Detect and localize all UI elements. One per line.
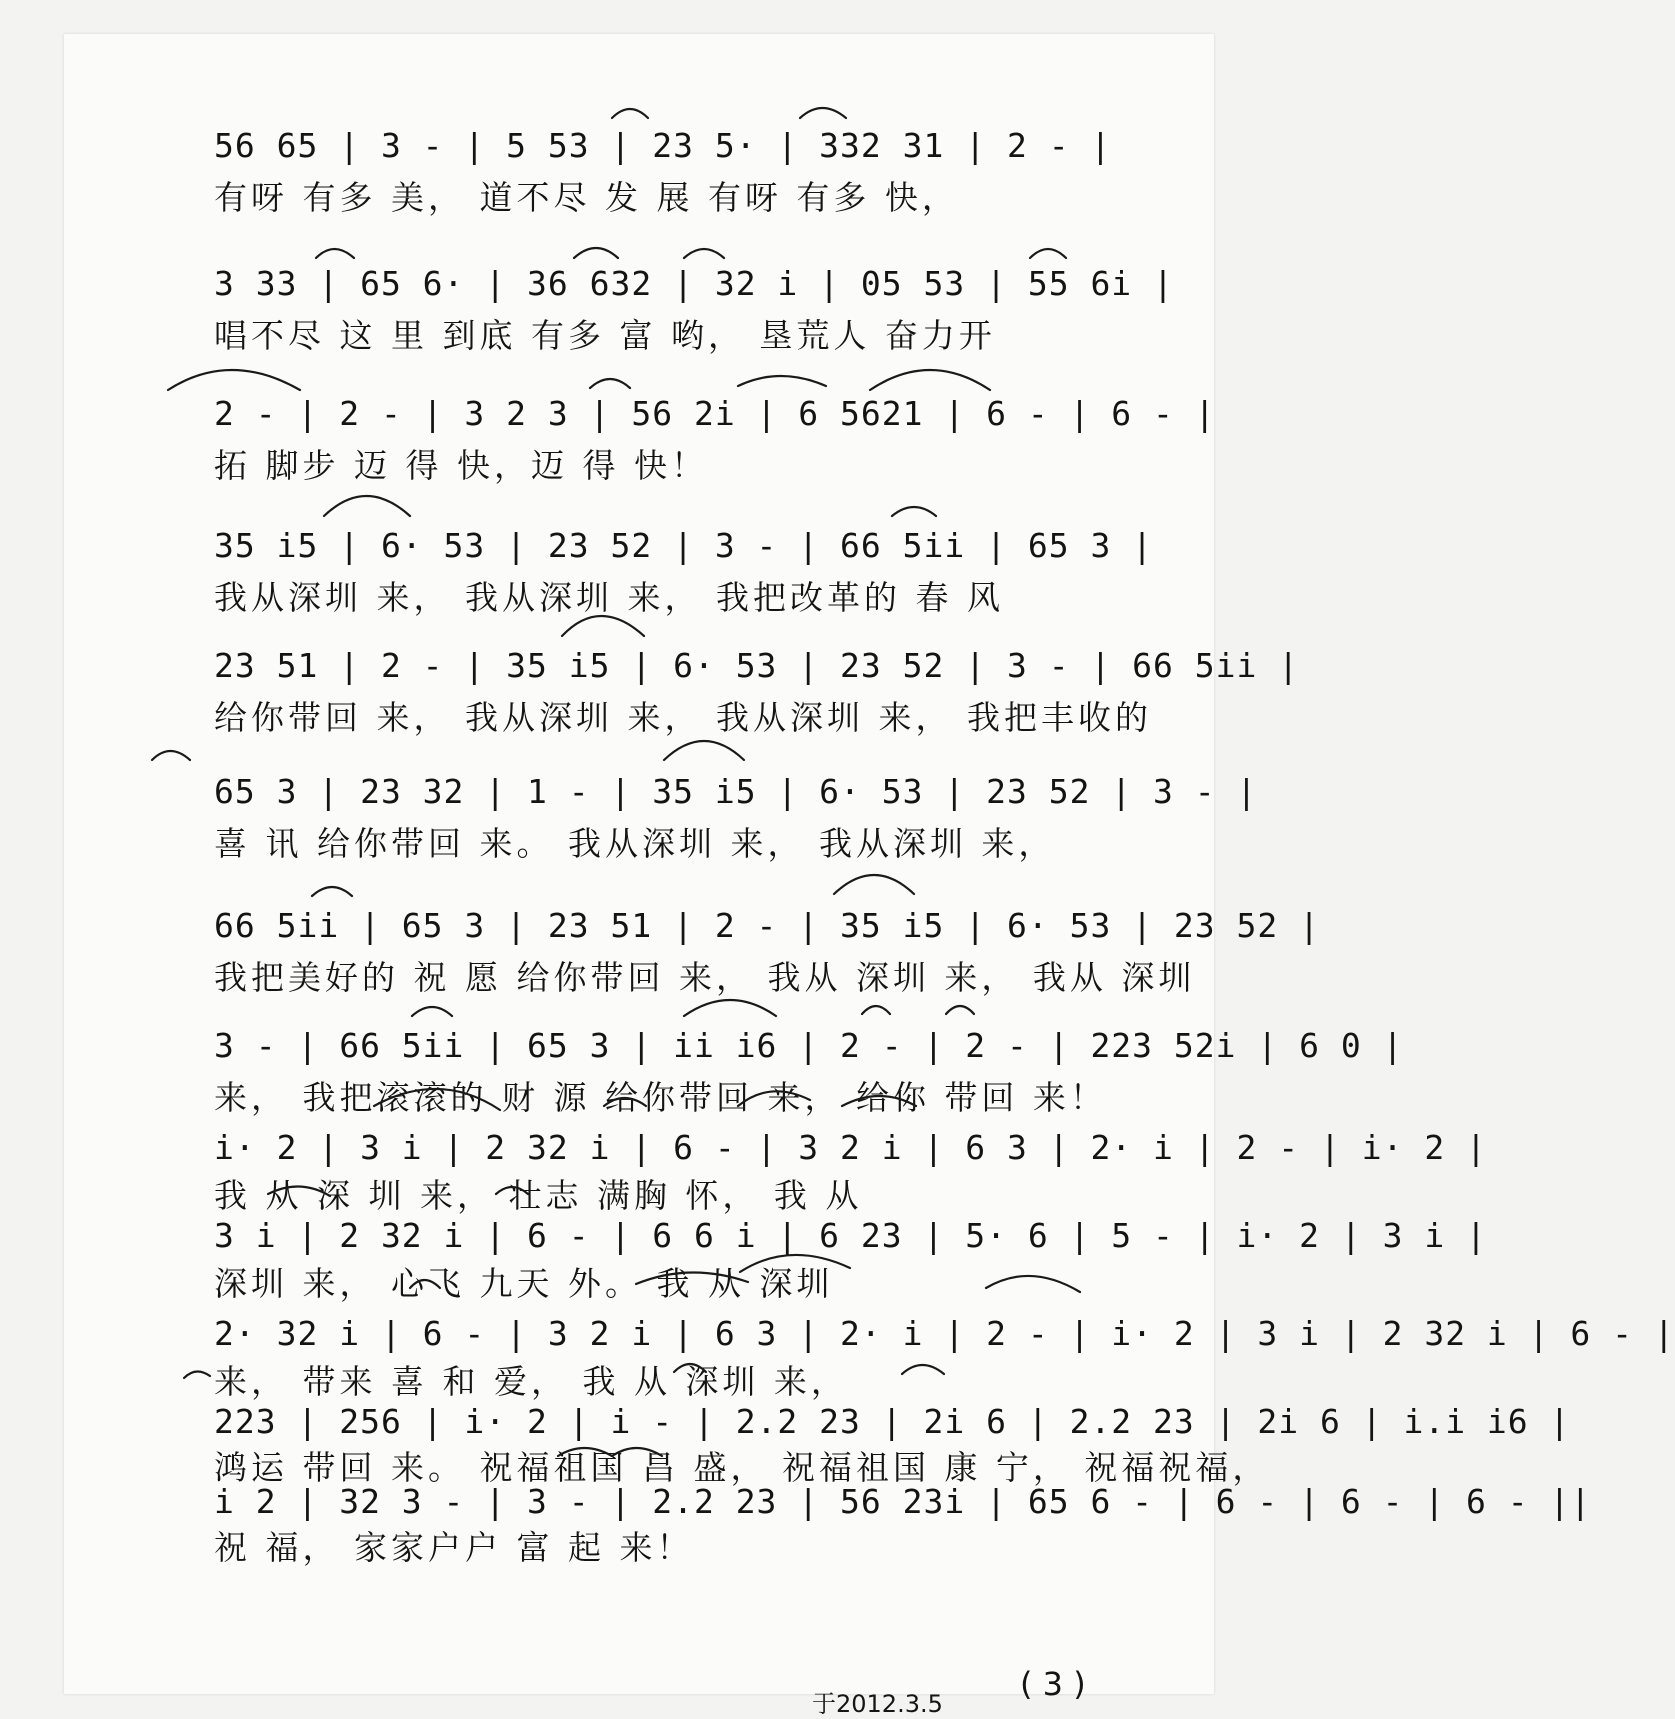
notation-line: 56 65 | 3 - | 5 53 | 23 5· | 332 31 | 2 - |	[214, 126, 1112, 165]
lyric-line: 深圳 来， 心飞 九天 外。 我 从 深圳	[214, 1264, 834, 1303]
notation-line: 3 - | 66 5ii | 65 3 | ii i6 | 2 - | 2 - | 223 52i | 6 0 |	[214, 1026, 1404, 1065]
notation-line: 2· 32 i | 6 - | 3 2 i | 6 3 | 2· i | 2 - | i· 2 | 3 i | 2 32 i | 6 - |	[214, 1314, 1675, 1353]
notation-line: 65 3 | 23 32 | 1 - | 35 i5 | 6· 53 | 23 52 | 3 - |	[214, 772, 1258, 811]
notation-line: 2 - | 2 - | 3 2 3 | 56 2i | 6 5621 | 6 - | 6 - |	[214, 394, 1216, 433]
lyric-line: 鸿运 带回 来。 祝福祖国 昌 盛， 祝福祖国 康 宁， 祝福祝福，	[214, 1448, 1270, 1487]
score-page	[64, 34, 1675, 1694]
lyric-line: 来， 我把滚滚的 财 源 给你带回 来， 给你 带回 来！	[214, 1078, 1107, 1117]
lyric-line: 祝 福， 家家户户 富 起 来！	[214, 1528, 694, 1567]
page-number: ( 3 )	[1020, 1665, 1086, 1703]
lyric-line: 唱不尽 这 里 到底 有多 富 哟， 垦荒人 奋力开	[214, 316, 996, 355]
lyric-line: 给你带回 来， 我从深圳 来， 我从深圳 来， 我把丰收的	[214, 698, 1152, 737]
lyric-line: 喜 讯 给你带回 来。 我从深圳 来， 我从深圳 来，	[214, 824, 1056, 863]
notation-line: i 2 | 32 3 - | 3 - | 2.2 23 | 56 23i | 65 6 - | 6 - | 6 - | 6 - ||	[214, 1482, 1592, 1521]
lyric-line: 我从深圳 来， 我从深圳 来， 我把改革的 春 风	[214, 578, 1004, 617]
lyric-line: 我 从 深 圳 来， 壮志 满胸 怀， 我 从	[214, 1176, 863, 1215]
notation-line: i· 2 | 3 i | 2 32 i | 6 - | 3 2 i | 6 3 | 2· i | 2 - | i· 2 |	[214, 1128, 1487, 1167]
notation-line: 66 5ii | 65 3 | 23 51 | 2 - | 35 i5 | 6· 53 | 23 52 |	[214, 906, 1320, 945]
lyric-line: 我把美好的 祝 愿 给你带回 来， 我从 深圳 来， 我从 深圳	[214, 958, 1196, 997]
notation-line: 3 i | 2 32 i | 6 - | 6 6 i | 6 23 | 5· 6 | 5 - | i· 2 | 3 i |	[214, 1216, 1487, 1255]
notation-line: 23 51 | 2 - | 35 i5 | 6· 53 | 23 52 | 3 - | 66 5ii |	[214, 646, 1300, 685]
lyric-line: 来， 带来 喜 和 爱， 我 从 深圳 来，	[214, 1362, 848, 1401]
notation-line: 3 33 | 65 6· | 36 632 | 32 i | 05 53 | 55 6i |	[214, 264, 1174, 303]
notation-line: 35 i5 | 6· 53 | 23 52 | 3 - | 66 5ii | 65 3 |	[214, 526, 1154, 565]
date-note: 于2012.3.5	[812, 1690, 943, 1718]
lyric-line: 拓 脚步 迈 得 快，迈 得 快！	[214, 446, 708, 485]
lyric-line: 有呀 有多 美， 道不尽 发 展 有呀 有多 快，	[214, 178, 959, 217]
notation-line: 223 | 256 | i· 2 | i - | 2.2 23 | 2i 6 | 2.2 23 | 2i 6 | i.i i6 |	[214, 1402, 1571, 1441]
